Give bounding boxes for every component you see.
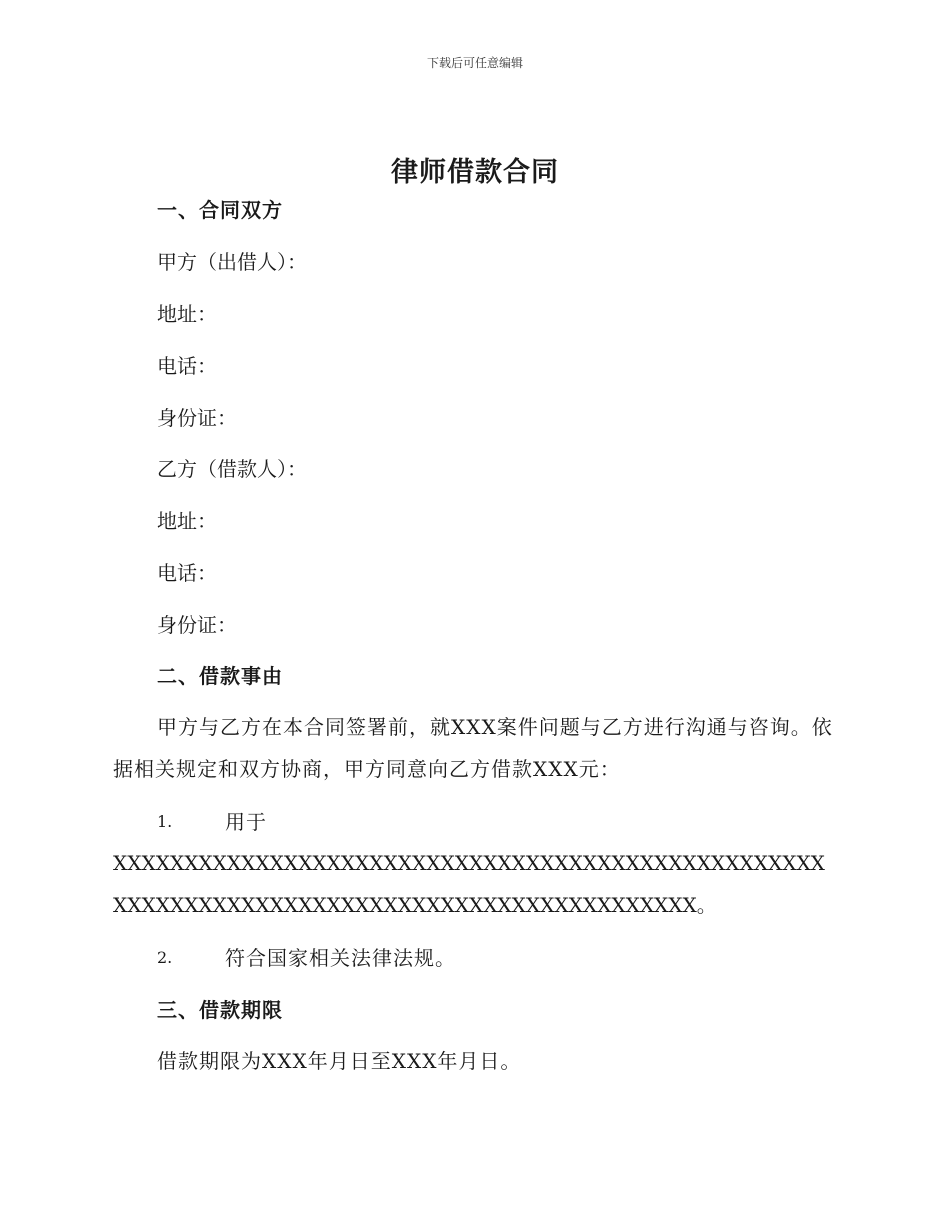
party-a-id: 身份证：	[157, 406, 237, 430]
section-heading-term: 三、借款期限	[157, 998, 283, 1022]
document-title: 律师借款合同	[391, 157, 559, 188]
party-b-label: 乙方（借款人）：	[157, 457, 307, 481]
term-text: 借款期限为XXX年月日至XXX年月日。	[157, 1049, 522, 1073]
item-2-number: 2.	[157, 948, 173, 967]
item-2-text: 符合国家相关法律法规。	[225, 946, 456, 970]
item-1-text: XXXXXXXXXXXXXXXXXXXXXXXXXXXXXXXXXXXXXXXXXXXXXXXXXXXXXXXXXXXXXXXXXXXXXXXXXXXXXXXXXXXXXXXXXXX。	[113, 851, 825, 917]
item-1-label: 用于	[225, 810, 267, 834]
page-header: 下载后可任意编辑	[426, 56, 523, 70]
item-1-number: 1.	[157, 812, 173, 831]
party-b-id: 身份证：	[157, 613, 237, 637]
party-b-address: 地址：	[157, 509, 217, 533]
reason-paragraph: 甲方与乙方在本合同签署前，就XXX案件问题与乙方进行沟通与咨询。依据相关规定和双方协商，甲方同意向乙方借款XXX元：	[113, 715, 833, 781]
party-b-phone: 电话：	[157, 561, 217, 585]
party-a-address: 地址：	[157, 302, 217, 326]
section-heading-reason: 二、借款事由	[157, 664, 283, 688]
party-a-phone: 电话：	[157, 354, 217, 378]
section-heading-parties: 一、合同双方	[157, 198, 283, 222]
party-a-label: 甲方（出借人）：	[157, 250, 307, 274]
